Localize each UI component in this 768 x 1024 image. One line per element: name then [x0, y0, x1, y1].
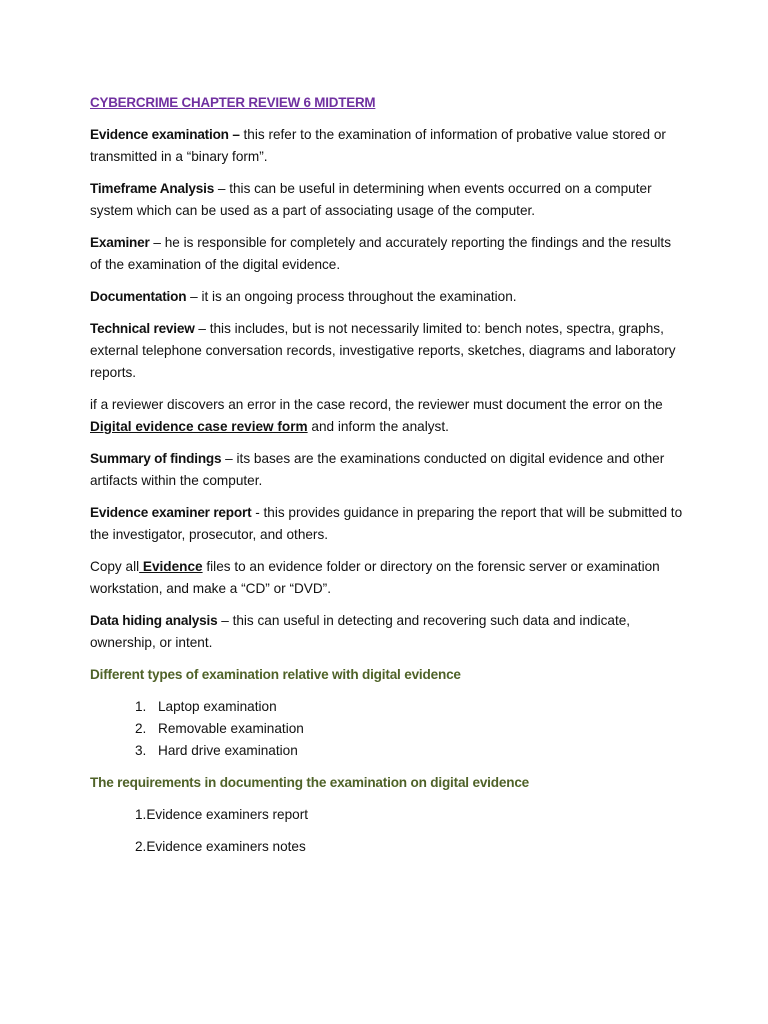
entry-summary-of-findings	[90, 448, 686, 492]
list-item	[90, 740, 686, 762]
list-item-label: Laptop examination	[158, 699, 277, 714]
entry-term: Technical review	[90, 321, 195, 336]
entry-term: Documentation	[90, 289, 187, 304]
list-item	[90, 718, 686, 740]
requirement-item: 2.Evidence examiners notes	[135, 839, 306, 854]
entry-term: Summary of findings	[90, 451, 222, 466]
types-heading: Different types of examination relative with digital evidence	[90, 667, 461, 682]
requirement-item: 1.Evidence examiners report	[135, 807, 309, 822]
entry-evidence-examination	[90, 124, 686, 168]
entry-text: this refer to the examination of information of probative value stored or transmitted in a “binary form”.	[90, 127, 666, 164]
types-list	[90, 696, 686, 762]
reviewer-note-after: and inform the analyst.	[307, 419, 449, 434]
evidence-link[interactable]: Evidence	[139, 559, 203, 574]
document-page	[90, 92, 686, 868]
entry-text: – its bases are the examinations conducted on digital evidence and other artifacts within the computer.	[90, 451, 665, 488]
entry-examiner	[90, 232, 686, 276]
reviewer-note	[90, 394, 686, 438]
list-item-label: Removable examination	[158, 721, 304, 736]
entry-text: - this provides guidance in preparing the report that will be submitted to the investigator, prosecutor, and others.	[90, 505, 683, 542]
entry-term: Timeframe Analysis	[90, 181, 215, 196]
entry-term: Data hiding analysis	[90, 613, 218, 628]
list-item	[90, 696, 686, 718]
copy-note	[90, 556, 686, 600]
entry-data-hiding-analysis	[90, 610, 686, 654]
document-title: CYBERCRIME CHAPTER REVIEW 6 MIDTERM	[90, 95, 376, 110]
entry-evidence-examiner-report	[90, 502, 686, 546]
list-item-number: 2.	[135, 721, 147, 736]
list-item-label: Hard drive examination	[158, 743, 298, 758]
reviewer-note-before: if a reviewer discovers an error in the case record, the reviewer must document the error on the	[90, 397, 663, 412]
review-form-link[interactable]: Digital evidence case review form	[90, 419, 308, 434]
entry-text: – this includes, but is not necessarily limited to: bench notes, spectra, graphs, external telephone conversation records, investigative reports, sketches, diagrams and laboratory reports.	[90, 321, 676, 380]
copy-note-before: Copy all	[90, 559, 140, 574]
requirements-heading: The requirements in documenting the examination on digital evidence	[90, 775, 530, 790]
entry-text: – this can useful in detecting and recovering such data and indicate, ownership, or intent.	[90, 613, 631, 650]
entry-text: – it is an ongoing process throughout the examination.	[186, 289, 517, 304]
entry-term: Evidence examiner report	[90, 505, 252, 520]
entry-documentation	[90, 286, 686, 308]
entry-term: Examiner	[90, 235, 150, 250]
copy-note-after: files to an evidence folder or directory on the forensic server or examination workstation, and make a “CD” or “DVD”.	[90, 559, 660, 596]
entry-text: – he is responsible for completely and accurately reporting the findings and the results of the examination of the digital evidence.	[90, 235, 671, 272]
entry-text: – this can be useful in determining when events occurred on a computer system which can be used as a part of associating usage of the computer.	[90, 181, 652, 218]
list-item-number: 3.	[135, 743, 147, 758]
list-item-number: 1.	[135, 699, 147, 714]
entry-timeframe-analysis	[90, 178, 686, 222]
entry-technical-review	[90, 318, 686, 384]
entry-term: Evidence examination –	[90, 127, 240, 142]
